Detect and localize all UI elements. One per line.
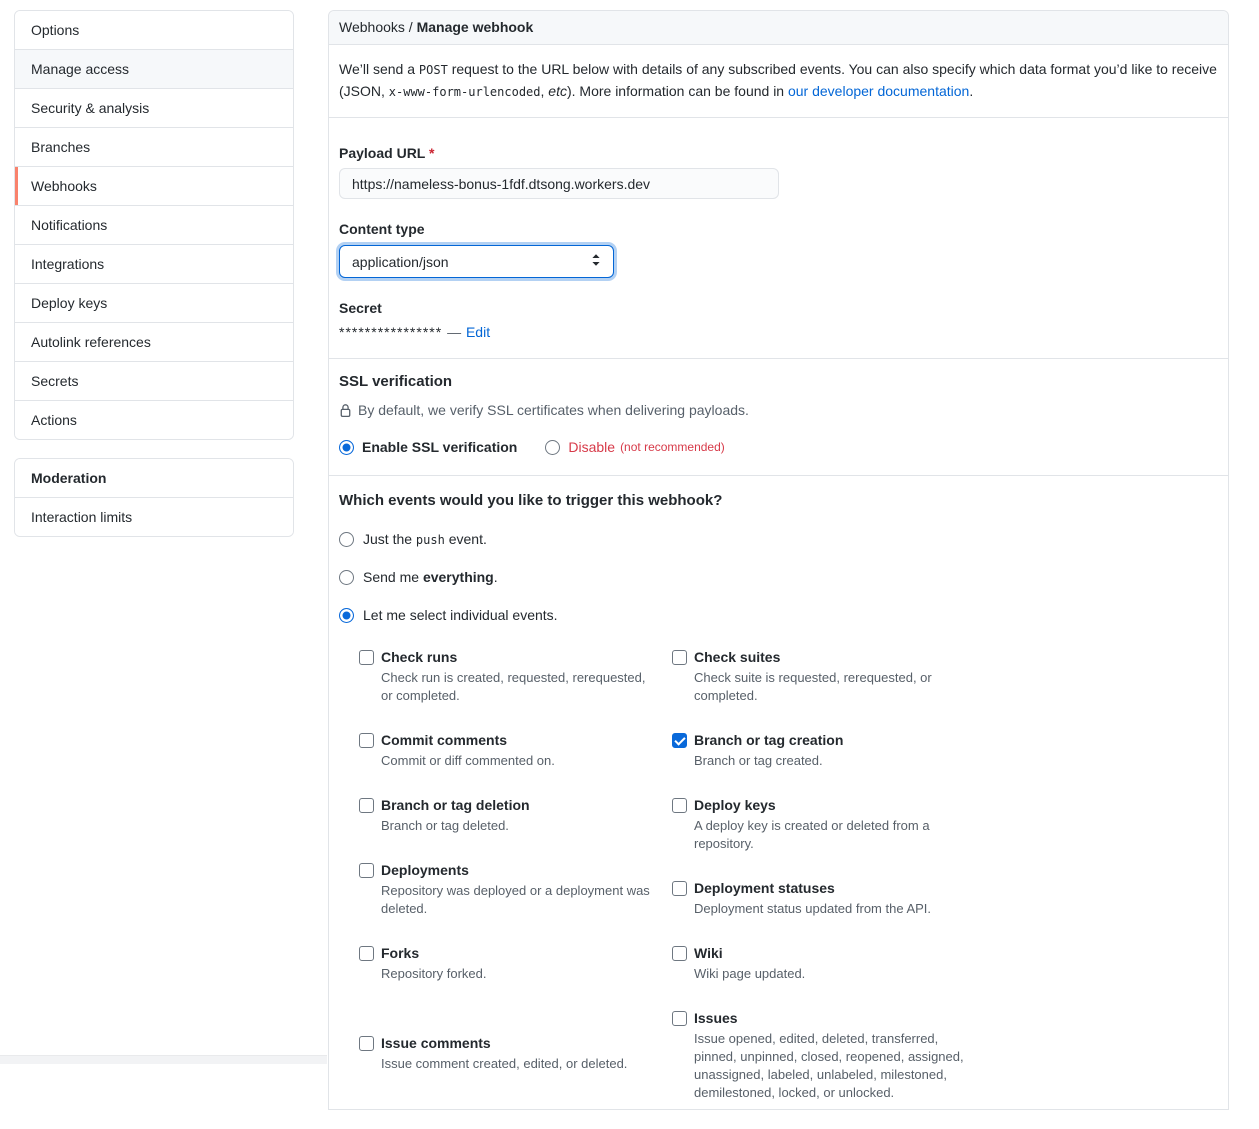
disable-ssl-label: Disable: [568, 439, 616, 455]
branch-tag-creation-checkbox[interactable]: [672, 733, 687, 748]
payload-url-input[interactable]: [339, 168, 779, 199]
event-commit-comments: [359, 732, 654, 770]
etc-italic: etc: [548, 83, 567, 99]
deploy-keys-checkbox[interactable]: [672, 798, 687, 813]
event-checkbox-grid: [359, 649, 1218, 1129]
sidebar-item-autolink-references[interactable]: Autolink references: [15, 322, 293, 361]
deploy-keys-option[interactable]: [672, 797, 967, 813]
intro-text: ,: [540, 83, 549, 99]
push-code: push: [415, 533, 445, 547]
just-push-post: event.: [444, 531, 487, 547]
secret-row: [339, 324, 1218, 358]
payload-url-label: [339, 145, 1218, 161]
secret-masked-value: ****************: [339, 324, 443, 340]
branch-tag-creation-label: Branch or tag creation: [694, 732, 844, 748]
branch-tag-creation-option[interactable]: [672, 732, 967, 748]
manage-webhook-panel: [328, 10, 1229, 1110]
ssl-verification-section: [329, 359, 1228, 476]
event-column-left: [359, 649, 654, 1129]
just-push-radio-option[interactable]: [339, 531, 1218, 547]
issue-comments-description: Issue comment created, edited, or deleted.: [381, 1056, 628, 1071]
send-everything-post: .: [493, 569, 498, 585]
events-section: [329, 476, 1228, 1129]
intro-text: request to the URL below with details of any subscribed events. You can also specify which data format you’d like to receive (JSON,: [339, 61, 1217, 99]
browser-status-strip: [0, 1055, 327, 1064]
event-check-suites: [672, 649, 967, 705]
sidebar-item-notifications[interactable]: Notifications: [15, 205, 293, 244]
check-suites-label: Check suites: [694, 649, 781, 665]
select-individual-label: Let me select individual events.: [363, 607, 558, 623]
sidebar-item-integrations[interactable]: Integrations: [15, 244, 293, 283]
branch-tag-deletion-description: Branch or tag deleted.: [381, 818, 509, 833]
issues-label: Issues: [694, 1010, 738, 1026]
send-everything-pre: Send me: [363, 569, 423, 585]
commit-comments-label: Commit comments: [381, 732, 508, 748]
check-suites-description: Check suite is requested, rerequested, or completed.: [694, 670, 932, 703]
issues-option[interactable]: [672, 1010, 967, 1026]
moderation-heading: Moderation: [15, 459, 293, 497]
disable-ssl-note: (not recommended): [620, 440, 725, 454]
forks-checkbox[interactable]: [359, 946, 374, 961]
content-type-label: Content type: [339, 221, 425, 237]
webhook-intro-text: [329, 45, 1228, 118]
event-deploy-keys: [672, 797, 967, 853]
issue-comments-option[interactable]: [359, 1035, 654, 1051]
send-everything-radio-option[interactable]: [339, 569, 1218, 585]
issue-comments-checkbox[interactable]: [359, 1036, 374, 1051]
forks-option[interactable]: [359, 945, 654, 961]
lock-icon: [339, 403, 352, 418]
deployment-statuses-checkbox[interactable]: [672, 881, 687, 896]
commit-comments-option[interactable]: [359, 732, 654, 748]
event-trigger-radios: [339, 531, 1218, 623]
send-everything-radio[interactable]: [339, 570, 354, 585]
event-deployments: [359, 862, 654, 918]
breadcrumb: [329, 11, 1228, 45]
branch-tag-creation-description: Branch or tag created.: [694, 753, 823, 768]
deploy-keys-description: A deploy key is created or deleted from a repository.: [694, 818, 930, 851]
required-asterisk: *: [429, 145, 435, 161]
branch-tag-deletion-option[interactable]: [359, 797, 654, 813]
event-branch-tag-deletion: [359, 797, 654, 835]
breadcrumb-separator: /: [408, 19, 413, 35]
wiki-checkbox[interactable]: [672, 946, 687, 961]
event-wiki: [672, 945, 967, 983]
enable-ssl-radio-option[interactable]: [339, 439, 517, 455]
deployment-statuses-label: Deployment statuses: [694, 880, 835, 896]
select-individual-radio-option[interactable]: [339, 607, 1218, 623]
event-branch-tag-creation: [672, 732, 967, 770]
commit-comments-checkbox[interactable]: [359, 733, 374, 748]
sidebar-item-options[interactable]: Options: [15, 11, 293, 49]
payload-url-label-text: Payload URL: [339, 145, 426, 161]
disable-ssl-radio-option[interactable]: [545, 439, 724, 455]
wiki-description: Wiki page updated.: [694, 966, 806, 981]
enable-ssl-label: Enable SSL verification: [362, 439, 518, 455]
events-heading: Which events would you like to trigger this webhook?: [339, 492, 723, 509]
deployment-statuses-option[interactable]: [672, 880, 967, 896]
deployment-statuses-description: Deployment status updated from the API.: [694, 901, 932, 916]
sidebar-item-actions[interactable]: Actions: [15, 400, 293, 439]
page-title: Manage webhook: [416, 19, 534, 35]
content-type-selected-value: application/json: [352, 253, 449, 270]
intro-text: We’ll send a: [339, 61, 419, 77]
deploy-keys-label: Deploy keys: [694, 797, 776, 813]
event-deployment-statuses: [672, 880, 967, 918]
secret-edit-link[interactable]: Edit: [465, 324, 491, 340]
just-push-pre: Just the: [363, 531, 416, 547]
post-code: POST: [418, 63, 448, 77]
sidebar-item-webhooks[interactable]: Webhooks: [15, 166, 293, 205]
just-push-radio[interactable]: [339, 532, 354, 547]
event-forks: [359, 945, 654, 983]
content-type-select[interactable]: [339, 245, 614, 278]
wiki-label: Wiki: [694, 945, 723, 961]
check-suites-option[interactable]: [672, 649, 967, 665]
sidebar-item-branches[interactable]: Branches: [15, 127, 293, 166]
check-runs-label: Check runs: [381, 649, 458, 665]
ssl-description: By default, we verify SSL certificates when delivering payloads.: [358, 402, 749, 418]
event-issue-comments: [359, 1035, 654, 1073]
disable-ssl-radio[interactable]: [545, 440, 560, 455]
moderation-nav-box: [14, 458, 294, 537]
check-suites-checkbox[interactable]: [672, 650, 687, 665]
issue-comments-label: Issue comments: [381, 1035, 491, 1051]
check-runs-description: Check run is created, requested, rerequested, or completed.: [381, 670, 646, 703]
sidebar-item-deploy-keys[interactable]: Deploy keys: [15, 283, 293, 322]
wiki-option[interactable]: [672, 945, 967, 961]
deployments-label: Deployments: [381, 862, 469, 878]
branch-tag-deletion-label: Branch or tag deletion: [381, 797, 530, 813]
issues-description: Issue opened, edited, deleted, transferred, pinned, unpinned, closed, reopened, assigned, unassigned, labeled, unlabeled, milestoned, demilestoned, locked, or unlocked.: [694, 1031, 964, 1100]
check-runs-option[interactable]: [359, 649, 654, 665]
secret-label: Secret: [339, 300, 382, 316]
event-check-runs: [359, 649, 654, 705]
developer-documentation-link[interactable]: our developer documentation: [787, 83, 970, 99]
sidebar-item-interaction-limits[interactable]: Interaction limits: [15, 497, 293, 536]
event-column-right: [672, 649, 967, 1129]
issues-checkbox[interactable]: [672, 1011, 687, 1026]
intro-text: .: [969, 83, 974, 99]
sidebar-item-manage-access[interactable]: Manage access: [15, 49, 293, 88]
deployments-description: Repository was deployed or a deployment was deleted.: [381, 883, 650, 916]
settings-sidebar: [14, 10, 294, 537]
settings-nav-box: [14, 10, 294, 440]
sidebar-item-secrets[interactable]: Secrets: [15, 361, 293, 400]
ssl-verification-heading: SSL verification: [339, 373, 453, 390]
commit-comments-description: Commit or diff commented on.: [381, 753, 555, 768]
forks-label: Forks: [381, 945, 420, 961]
check-runs-checkbox[interactable]: [359, 650, 374, 665]
webhook-form-section: [329, 145, 1228, 359]
intro-text: ). More information can be found in: [566, 83, 788, 99]
select-caret-icon: [591, 253, 601, 270]
everything-bold: everything: [422, 569, 494, 585]
sidebar-item-security-analysis[interactable]: Security & analysis: [15, 88, 293, 127]
enable-ssl-radio[interactable]: [339, 440, 354, 455]
just-push-label: [363, 531, 487, 547]
forks-description: Repository forked.: [381, 966, 487, 981]
select-individual-radio[interactable]: [339, 608, 354, 623]
breadcrumb-webhooks-link[interactable]: Webhooks: [339, 19, 405, 35]
deployments-option[interactable]: [359, 862, 654, 878]
urlencoded-code: x-www-form-urlencoded: [388, 85, 541, 99]
deployments-checkbox[interactable]: [359, 863, 374, 878]
secret-dash: —: [447, 324, 462, 340]
send-everything-label: [363, 569, 498, 585]
branch-tag-deletion-checkbox[interactable]: [359, 798, 374, 813]
event-issues: [672, 1010, 967, 1102]
